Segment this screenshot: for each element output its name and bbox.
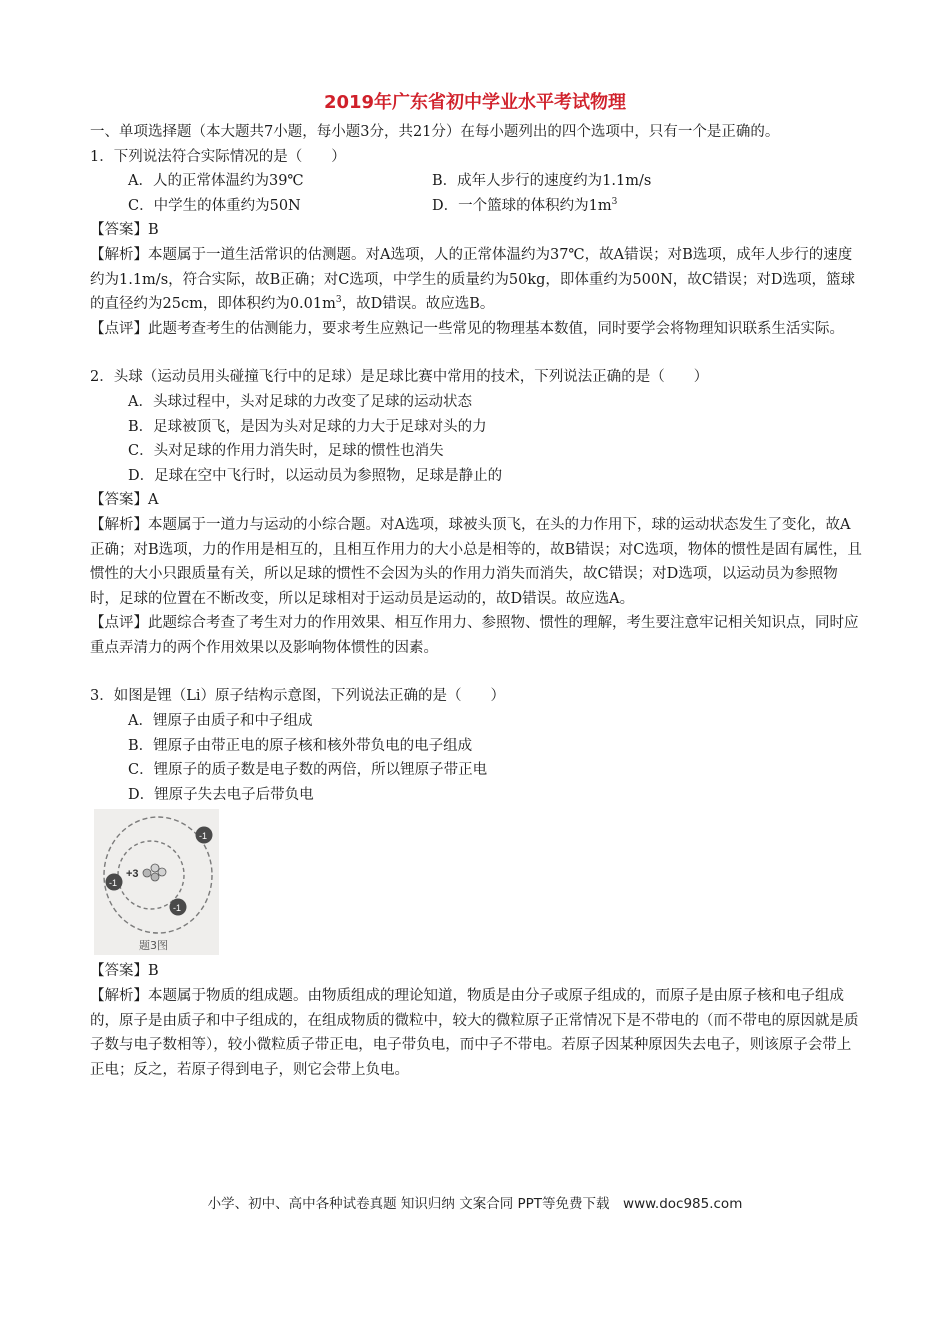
- page-footer: 小学、初中、高中各种试卷真题 知识归纳 文案合同 PPT等免费下载 www.doc985.com: [207, 1196, 743, 1212]
- spacer: [90, 341, 862, 365]
- lithium-atom-figure: [94, 809, 219, 955]
- q1-option-d-sup: 3: [611, 196, 618, 207]
- electron-charge-label: -1: [173, 903, 182, 914]
- q1-analysis-sup: 3: [335, 295, 342, 306]
- q2-analysis: 【解析】本题属于一道力与运动的小综合题。对A选项，球被头顶飞，在头的力作用下，球的运动状态发生了变化，故A正确；对B选项，力的作用是相互的，且相互作用力的大小总是相等的，故B错误；对C选项，物体的惯性是固有属性，且惯性的大小只跟质量有关，所以足球的惯性不会因为头的作用力消失而消失，故C错误；对D选项，以运动员为参照物时，足球的位置在不断改变，所以足球相对于运动员是运动的，故D错误。故应选A。: [90, 516, 862, 607]
- q2-comment: 【点评】此题综合考查了考生对力的作用效果、相互作用力、参照物、惯性的理解，考生要注意牢记相关知识点，同时应重点弄清力的两个作用效果以及影响物体惯性的因素。: [90, 615, 859, 656]
- nucleus-particle: [143, 869, 151, 877]
- q1-option-a: A．人的正常体温约为39℃: [128, 173, 304, 190]
- q1-comment: 【点评】此题考查考生的估测能力，要求考生应熟记一些常见的物理基本数值，同时要学会将物理知识联系生活实际。: [90, 320, 844, 337]
- lithium-atom-diagram: [94, 809, 219, 955]
- nucleus-particle: [151, 873, 159, 881]
- q3-option-c: C．锂原子的质子数是电子数的两倍，所以锂原子带正电: [128, 762, 488, 779]
- q3-analysis: 【解析】本题属于物质的组成题。由物质组成的理论知道，物质是由分子或原子组成的，而原子是由原子核和电子组成的，原子是由质子和中子组成的，在组成物质的微粒中，较大的微粒原子正常情况下是不带电的（而不带电的原因就是质子数与电子数相等），较小微粒质子带正电，电子带负电，而中子不带电。若原子因某种原因失去电子，则该原子会带上正电；反之，若原子得到电子，则它会带上负电。: [90, 988, 859, 1078]
- q1-answer: 【答案】B: [90, 222, 159, 239]
- q1-analysis-part1: 【解析】本题属于一道生活常识的估测题。对A选项，人的正常体温约为37℃，故A错误；对B选项，成年人步行的速度约为1.1m/s，符合实际，故B正确；对C选项，中学生的质量约为50kg，即体重约为500N，故C错误；对D选项，篮球的直径约为25cm，即体积约为0.01m: [90, 246, 855, 313]
- q1-options-row-1: [90, 169, 862, 194]
- q2-option-a: A．头球过程中，头对足球的力改变了足球的运动状态: [128, 393, 472, 410]
- q3-stem: 3．如图是锂（Li）原子结构示意图，下列说法正确的是（ ）: [90, 688, 505, 705]
- q2-option-b: B．足球被顶飞，是因为头对足球的力大于足球对头的力: [128, 418, 487, 435]
- q1-stem: 1．下列说法符合实际情况的是（ ）: [90, 148, 346, 165]
- electron-charge-label: -1: [109, 878, 118, 889]
- q1-analysis: [90, 243, 862, 317]
- q3-answer: 【答案】B: [90, 963, 159, 980]
- q3-option-b: B．锂原子由带正电的原子核和核外带负电的电子组成: [128, 737, 473, 754]
- spacer: [90, 660, 862, 684]
- section-header: 一、单项选择题（本大题共7小题，每小题3分，共21分）在每小题列出的四个选项中，只有一个是正确的。: [90, 124, 780, 140]
- q2-stem: 2．头球（运动员用头碰撞飞行中的足球）是足球比赛中常用的技术，下列说法正确的是（ ）: [90, 369, 709, 386]
- q2-answer: 【答案】A: [90, 492, 159, 509]
- q1-option-c: C．中学生的体重约为50N: [128, 197, 301, 214]
- nucleus-particle: [158, 868, 166, 876]
- q2-option-c: C．头对足球的作用力消失时，足球的惯性也消失: [128, 443, 444, 460]
- q3-option-a: A．锂原子由质子和中子组成: [128, 713, 313, 730]
- q1-option-d: [432, 194, 617, 219]
- page-title: 2019年广东省初中学业水平考试物理: [323, 92, 627, 113]
- q2-option-d: D．足球在空中飞行时，以运动员为参照物，足球是静止的: [128, 467, 503, 484]
- electron-charge-label: -1: [199, 831, 208, 842]
- q1-options-row-2: [90, 194, 862, 219]
- document-body: [90, 120, 862, 1082]
- q1-analysis-part2: ，故D错误。故应选B。: [341, 296, 495, 313]
- q3-option-d: D．锂原子失去电子后带负电: [128, 786, 314, 803]
- figure-caption: 题3图: [139, 939, 168, 953]
- q1-option-d-text: D．一个篮球的体积约为1m: [432, 197, 612, 214]
- q1-option-b: B．成年人步行的速度约为1.1m/s: [432, 173, 652, 190]
- nucleus-charge-label: +3: [126, 868, 139, 881]
